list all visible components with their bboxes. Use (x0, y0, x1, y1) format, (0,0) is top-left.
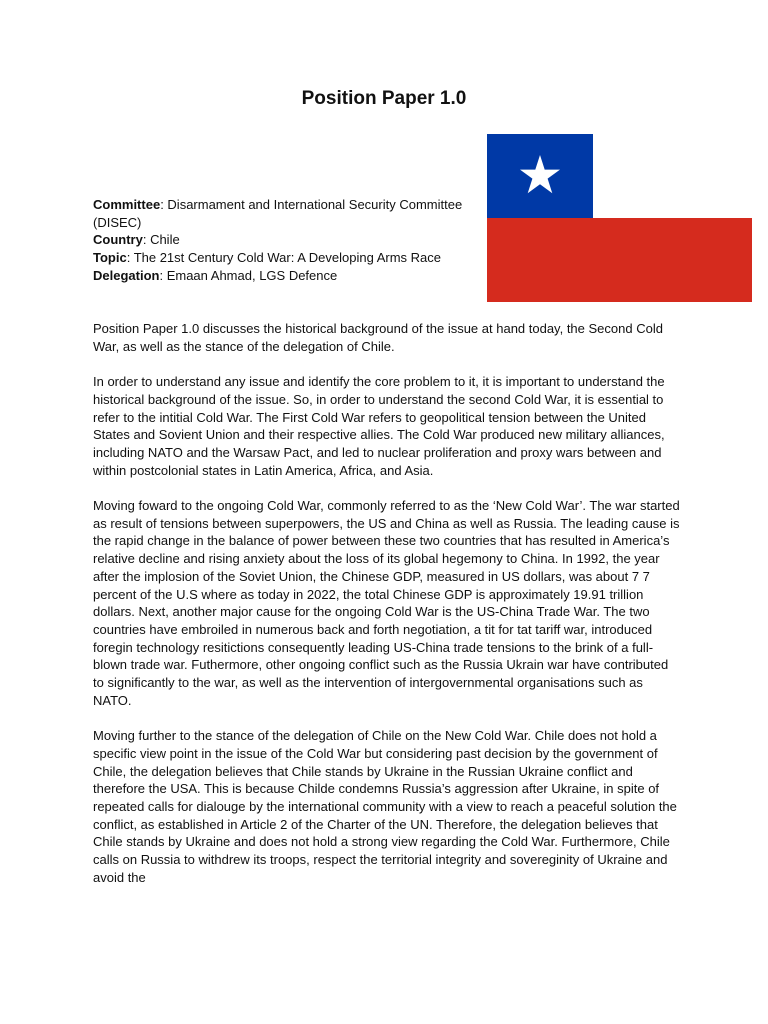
page-title: Position Paper 1.0 (301, 88, 467, 109)
delegation-value: : Emaan Ahmad, LGS Defence (159, 267, 338, 283)
delegation-line (93, 267, 478, 285)
topic-value: : The 21st Century Cold War: A Developing Arms Race (126, 250, 442, 266)
committee-label: Committee (93, 197, 161, 212)
document-body (93, 320, 681, 904)
country-value: : Chile (142, 232, 180, 248)
paragraph-new-cold-war: Moving foward to the ongoing Cold War, commonly referred to as the ‘New Cold War’. The war started as result of tensions between superpowers, the US and China as well as Russia. The leading cause is the rapid change in the balance of power between these two countries that has resulted in America’s relative decline and rising anxiety about the loss of its global hegemony to China. In 1992, the year after the implosion of the Soviet Union, the Chinese GDP, measured in US dollars, was about 7 7 percent of the U.S where as today in 2022, the total Chinese GDP is approximately 19.91 trillion dollars. Next, another major cause for the ongoing Cold War is the US-China Trade War. The two countries have embroiled in numerous back and forth negotiation, a tit for tat tariff war, introduced foregin technology resitictions consequently leading US-China trade tensions to the brink of a full-blown trade war. Futhermore, other ongoing conflict such as the Russia Ukrain war have contributed to significantly to the war, as well as the intervention of intergovernmental organisations such as NATO. (93, 498, 680, 708)
delegation-info-block (93, 196, 478, 285)
delegation-label: Delegation (93, 267, 160, 283)
paragraph-history: In order to understand any issue and identify the core problem to it, it is important to understand the historical background of the issue. So, in order to understand the second Cold War, it is essential to refer to the intitial Cold War. The First Cold War refers to geopolitical tension between the United States and Sovient Union and their respective allies. The Cold War produced new military alliances, including NATO and the Warsaw Pact, and led to nuclear proliferation and proxy wars between and within postcolonial states in Latin America, Africa, and Asia. (93, 374, 665, 478)
topic-line (93, 249, 478, 267)
topic-label: Topic (93, 250, 127, 266)
paragraph-intro: Position Paper 1.0 discusses the historical background of the issue at hand today, the Second Cold War, as well as the stance of the delegation of Chile. (93, 321, 663, 354)
flag-red-band (487, 218, 752, 302)
country-label: Country (93, 232, 143, 248)
committee-line (93, 196, 478, 231)
country-line (93, 231, 478, 249)
committee-value: : Disarmament and International Security Committee (DISEC) (93, 197, 463, 230)
chile-flag-image (487, 134, 752, 302)
paragraph-chile-stance: Moving further to the stance of the delegation of Chile on the New Cold War. Chile does not hold a specific view point in the issue of the Cold War but considering past decision by the government of Chile, the delegation believes that Chile stands by Ukraine in the Russian Ukraine conflict and therefore the USA. This is because Childe condemns Russia’s aggression after Ukraine, in spite of repeated calls for dialouge by the international community with a view to reach a peaceful solution the conflict, as established in Article 2 of the Charter of the UN. Therefore, the delegation believes that Chile stands by Ukraine and does not hold a strong view regarding the Cold War. Furthermore, Chile calls on Russia to withdrew its troops, respect the territorial integrity and sovereginity of Ukraine and avoid the (93, 728, 677, 885)
